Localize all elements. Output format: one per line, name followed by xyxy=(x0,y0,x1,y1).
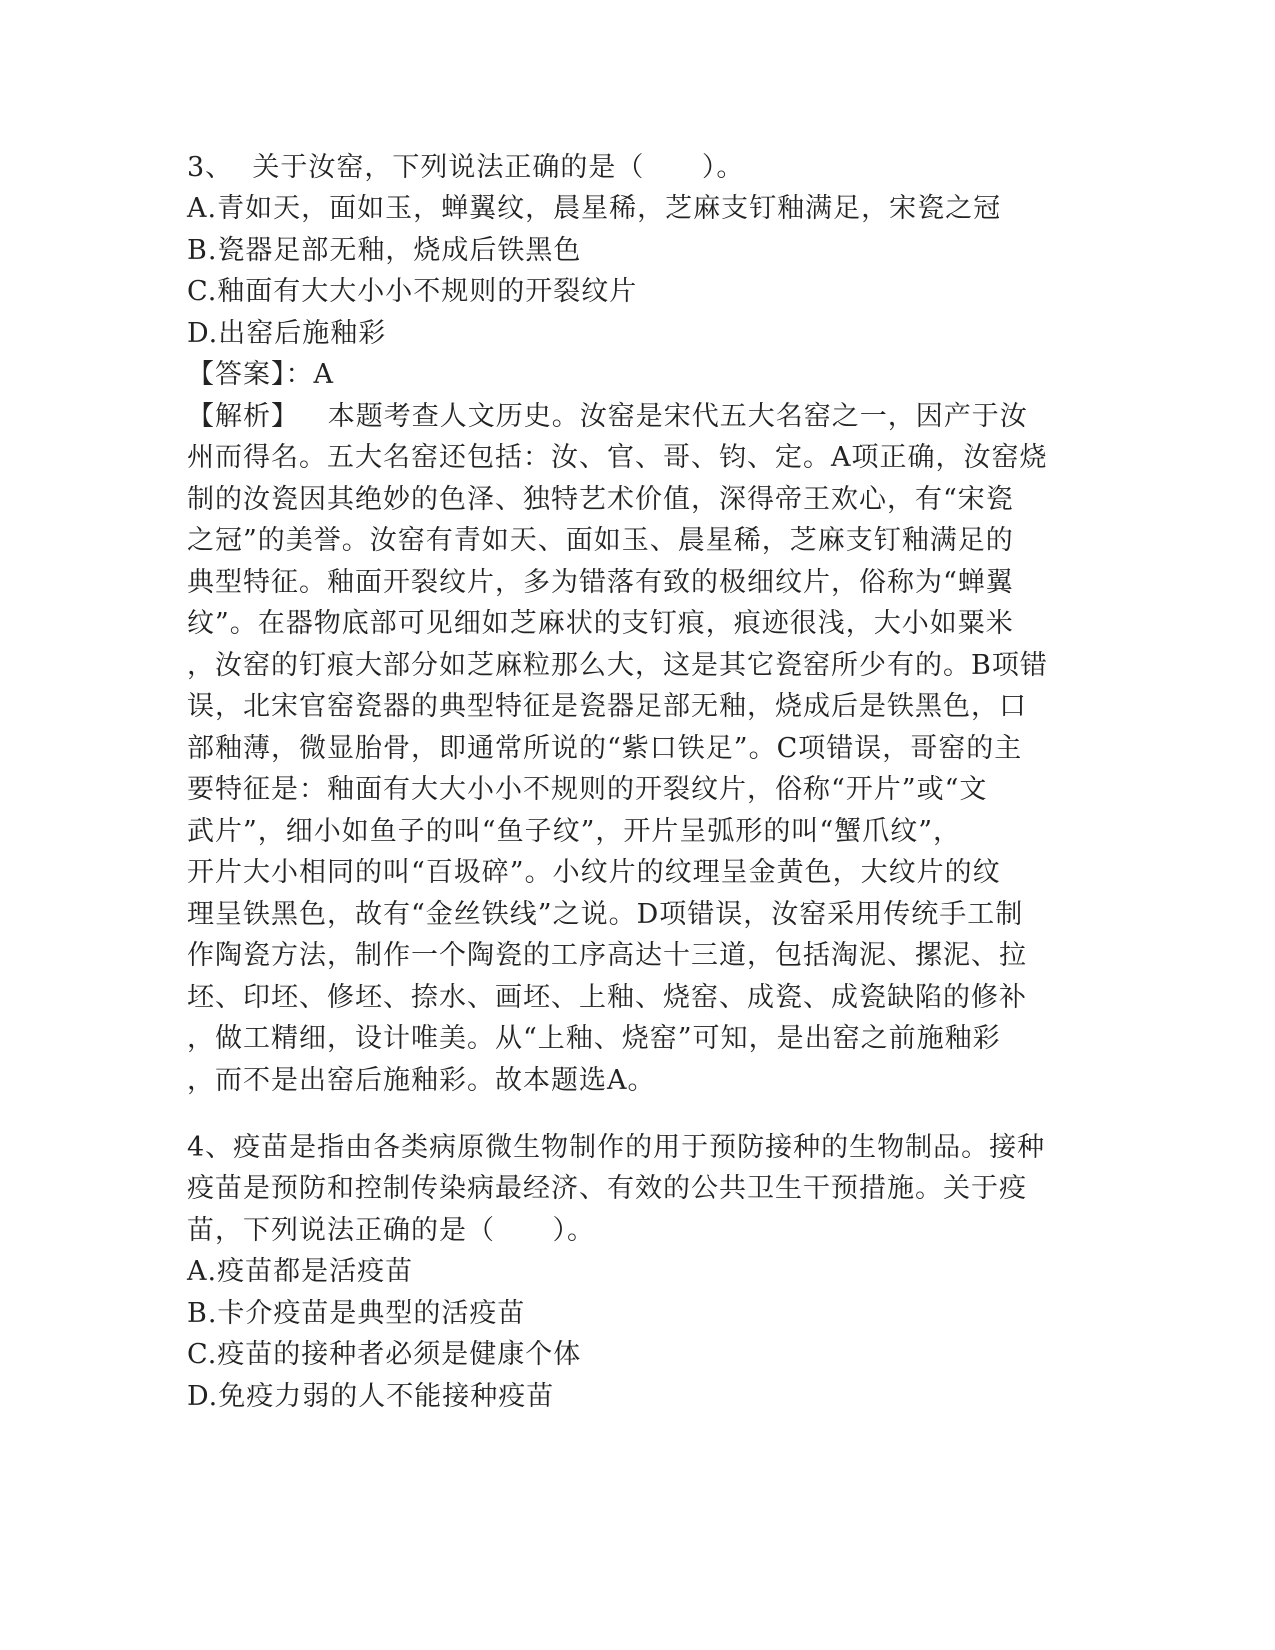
question-4-stem-line: 苗，下列说法正确的是（ ）。 xyxy=(187,1215,595,1246)
analysis-line: ，而不是出窑后施釉彩。故本题选A。 xyxy=(187,1065,656,1096)
analysis-line: 误，北宋官窑瓷器的典型特征是瓷器足部无釉，烧成后是铁黑色，口 xyxy=(187,691,1027,722)
question-3-option-b: B.瓷器足部无釉，烧成后铁黑色 xyxy=(187,235,582,266)
analysis-line: 武片”，细小如鱼子的叫“鱼子纹”，开片呈弧形的叫“蟹爪纹”， xyxy=(187,816,962,847)
analysis-line: 坯、印坯、修坯、捺水、画坯、上釉、烧窑、成瓷、成瓷缺陷的修补 xyxy=(187,982,1027,1013)
analysis-line: ，做工精细，设计唯美。从“上釉、烧窑”可知，是出窑之前施釉彩 xyxy=(187,1023,1001,1054)
analysis-line: 部釉薄，微显胎骨，即通常所说的“紫口铁足”。C项错误，哥窑的主 xyxy=(187,733,1023,764)
question-4-stem-line: 4、疫苗是指由各类病原微生物制作的用于预防接种的生物制品。接种 xyxy=(187,1132,1046,1163)
analysis-line: 纹”。在器物底部可见细如芝麻状的支钉痕，痕迹很浅，大小如粟米 xyxy=(187,608,1014,639)
question-3-option-d: D.出窑后施釉彩 xyxy=(187,318,387,349)
question-4-option-c: C.疫苗的接种者必须是健康个体 xyxy=(187,1339,582,1370)
question-4-option-a: A.疫苗都是活疫苗 xyxy=(187,1256,414,1287)
analysis-line: 之冠”的美誉。汝窑有青如天、面如玉、晨星稀，芝麻支钉釉满足的 xyxy=(187,525,1014,556)
analysis-line: 制的汝瓷因其绝妙的色泽、独特艺术价值，深得帝王欢心，有“宋瓷 xyxy=(187,484,1014,515)
question-4-option-d: D.免疫力弱的人不能接种疫苗 xyxy=(187,1381,555,1412)
analysis-line: 理呈铁黑色，故有“金丝铁线”之说。D项错误，汝窑采用传统手工制 xyxy=(187,899,1024,930)
analysis-line: 典型特征。釉面开裂纹片，多为错落有致的极细纹片，俗称为“蝉翼 xyxy=(187,567,1014,598)
question-3-option-c: C.釉面有大大小小不规则的开裂纹片 xyxy=(187,276,638,307)
question-3-answer: 【答案】：A xyxy=(187,359,334,390)
question-3-option-a: A.青如天，面如玉，蝉翼纹，晨星稀，芝麻支钉釉满足，宋瓷之冠 xyxy=(187,193,1002,224)
analysis-line: 州而得名。五大名窑还包括：汝、官、哥、钧、定。A项正确，汝窑烧 xyxy=(187,442,1048,473)
analysis-line: 要特征是：釉面有大大小小不规则的开裂纹片，俗称“开片”或“文 xyxy=(187,774,988,805)
analysis-line: 作陶瓷方法，制作一个陶瓷的工序高达十三道，包括淘泥、摞泥、拉 xyxy=(187,940,1027,971)
analysis-line: 开片大小相同的叫“百圾碎”。小纹片的纹理呈金黄色，大纹片的纹 xyxy=(187,857,1001,888)
question-3-stem: 3、 关于汝窑，下列说法正确的是（ ）。 xyxy=(187,152,745,183)
analysis-line: ，汝窑的钉痕大部分如芝麻粒那么大，这是其它瓷窑所少有的。B项错 xyxy=(187,650,1048,681)
question-4-stem-line: 疫苗是预防和控制传染病最经济、有效的公共卫生干预措施。关于疫 xyxy=(187,1173,1027,1204)
analysis-line: 【解析】 本题考查人文历史。汝窑是宋代五大名窑之一，因产于汝 xyxy=(187,401,1028,432)
question-4-option-b: B.卡介疫苗是典型的活疫苗 xyxy=(187,1298,526,1329)
